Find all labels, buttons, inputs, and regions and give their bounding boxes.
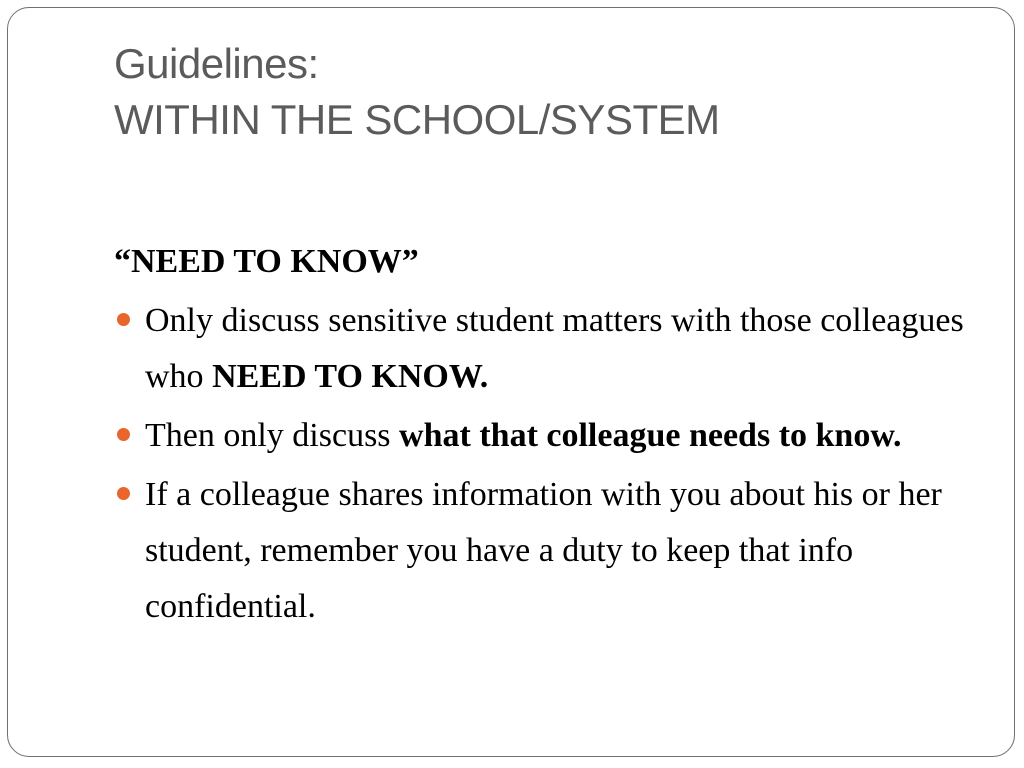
bullet-dot-icon: [117, 313, 130, 326]
bullet-item: [114, 467, 1004, 635]
bullet-text: Then only discuss: [145, 417, 400, 454]
bullet-dot-icon: [117, 428, 130, 441]
bullet-text: If a colleague shares information with you about his or her student, remember you have a duty to keep that info confidential.: [145, 476, 942, 625]
bullet-bold-text: NEED TO KNOW.: [212, 358, 489, 395]
slide-title: [114, 36, 720, 148]
title-line-2: WITHIN THE SCHOOL/SYSTEM: [114, 96, 720, 143]
bullet-item: [114, 408, 1004, 464]
title-line-1: Guidelines:: [114, 40, 319, 87]
bullet-item: [114, 293, 1004, 405]
section-heading: “NEED TO KNOW”: [114, 243, 419, 280]
bullet-bold-text: what that colleague needs to know.: [399, 417, 902, 454]
slide-body: [114, 234, 1004, 635]
slide-frame: [7, 7, 1015, 757]
bullet-dot-icon: [117, 487, 130, 500]
bullet-text: Only discuss sensitive student matters with those colleagues who: [145, 302, 964, 395]
